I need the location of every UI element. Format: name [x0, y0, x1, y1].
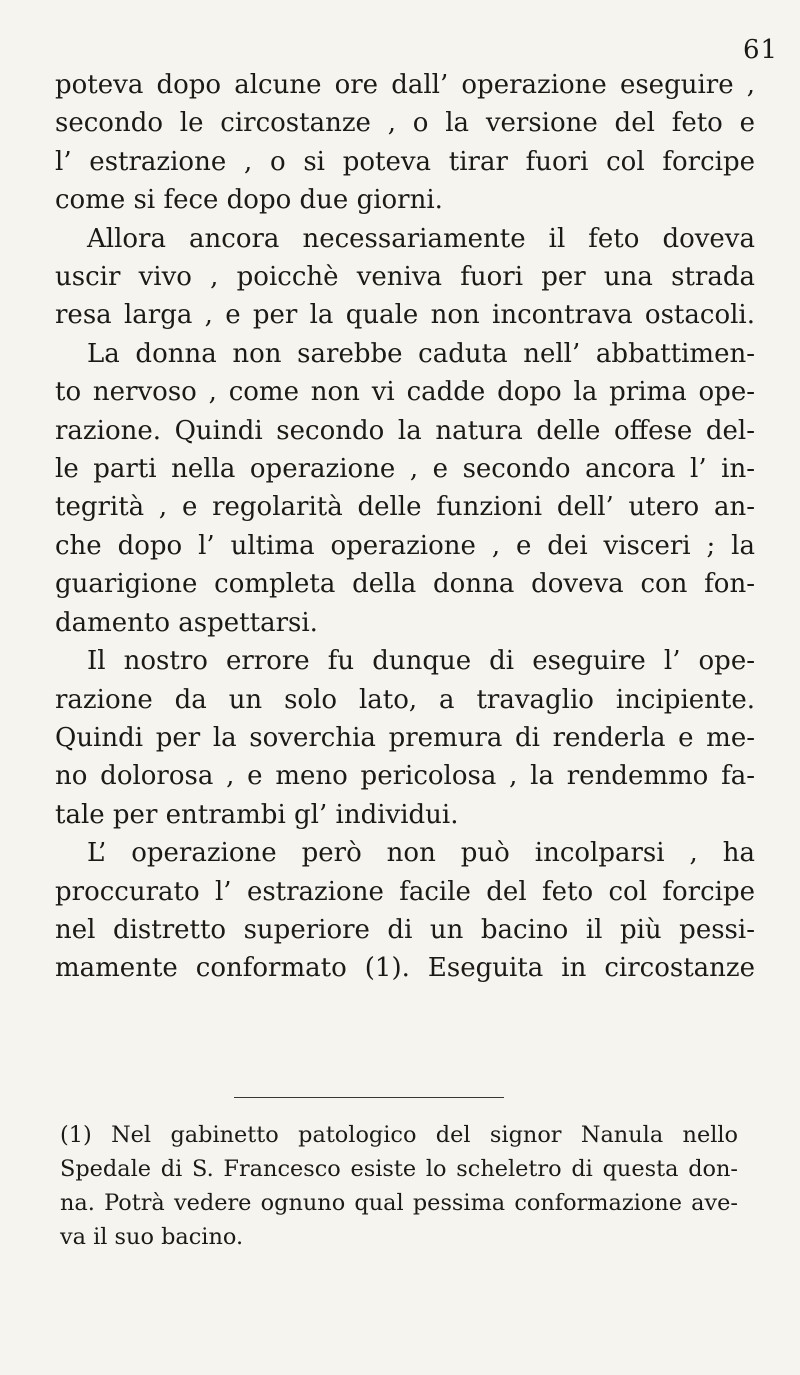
- body-line: damento aspettarsi.: [55, 607, 318, 638]
- body-line: proccurato l’ estrazione facile del feto col forcipe: [55, 876, 755, 907]
- body-line: tegrità , e regolarità delle funzioni dell’ utero an-: [55, 492, 755, 523]
- footnote-line: va il suo bacino.: [60, 1224, 244, 1250]
- body-line: l’ estrazione , o si poteva tirar fuori col forcipe: [55, 146, 755, 177]
- body-line: tale per entrambi gl’ individui.: [55, 799, 459, 830]
- body-line: poteva dopo alcune ore dall’ operazione eseguire ,: [55, 70, 755, 100]
- footnote-line: (1) Nel gabinetto patologico del signor Nanula nello: [60, 1122, 738, 1148]
- body-line: Quindi per la soverchia premura di renderla e me-: [55, 722, 755, 753]
- body-line: razione. Quindi secondo la natura delle offese del-: [55, 415, 755, 446]
- body-line: secondo le circostanze , o la versione del feto e: [55, 108, 755, 139]
- footnote-line: na. Potrà vedere ognuno qual pessima conformazione ave-: [60, 1190, 738, 1216]
- body-line: resa larga , e per la quale non incontrava ostacoli.: [55, 300, 755, 331]
- body-line: che dopo l’ ultima operazione , e dei visceri ; la: [55, 530, 755, 561]
- footnote-line: Spedale di S. Francesco esiste lo scheletro di questa don-: [60, 1156, 738, 1182]
- body-line: uscir vivo , poicchè veniva fuori per una strada: [55, 262, 755, 293]
- paragraph-start: La donna non sarebbe caduta nell’ abbattimen-: [87, 338, 755, 369]
- body-line: come si fece dopo due giorni.: [55, 185, 443, 216]
- paragraph-start: L’ operazione però non può incolparsi , ha: [87, 838, 755, 869]
- body-line: mamente conformato (1). Eseguita in circostanze: [55, 953, 755, 984]
- paragraph-start: Il nostro errore fu dunque di eseguire l’ ope-: [87, 646, 755, 677]
- body-line: guarigione completa della donna doveva con fon-: [55, 569, 755, 600]
- page-number: 61: [743, 35, 779, 65]
- body-line: nel distretto superiore di un bacino il più pessi-: [55, 914, 755, 945]
- body-line: le parti nella operazione , e secondo ancora l’ in-: [55, 454, 755, 485]
- body-line: to nervoso , come non vi cadde dopo la prima ope-: [55, 377, 755, 408]
- paragraph-start: Allora ancora necessariamente il feto doveva: [87, 223, 755, 254]
- footnote-divider: [234, 1097, 504, 1098]
- body-line: no dolorosa , e meno pericolosa , la rendemmo fa-: [55, 761, 755, 792]
- body-text: [55, 66, 755, 988]
- footnote: [60, 1118, 738, 1254]
- body-line: razione da un solo lato, a travaglio incipiente.: [55, 684, 755, 715]
